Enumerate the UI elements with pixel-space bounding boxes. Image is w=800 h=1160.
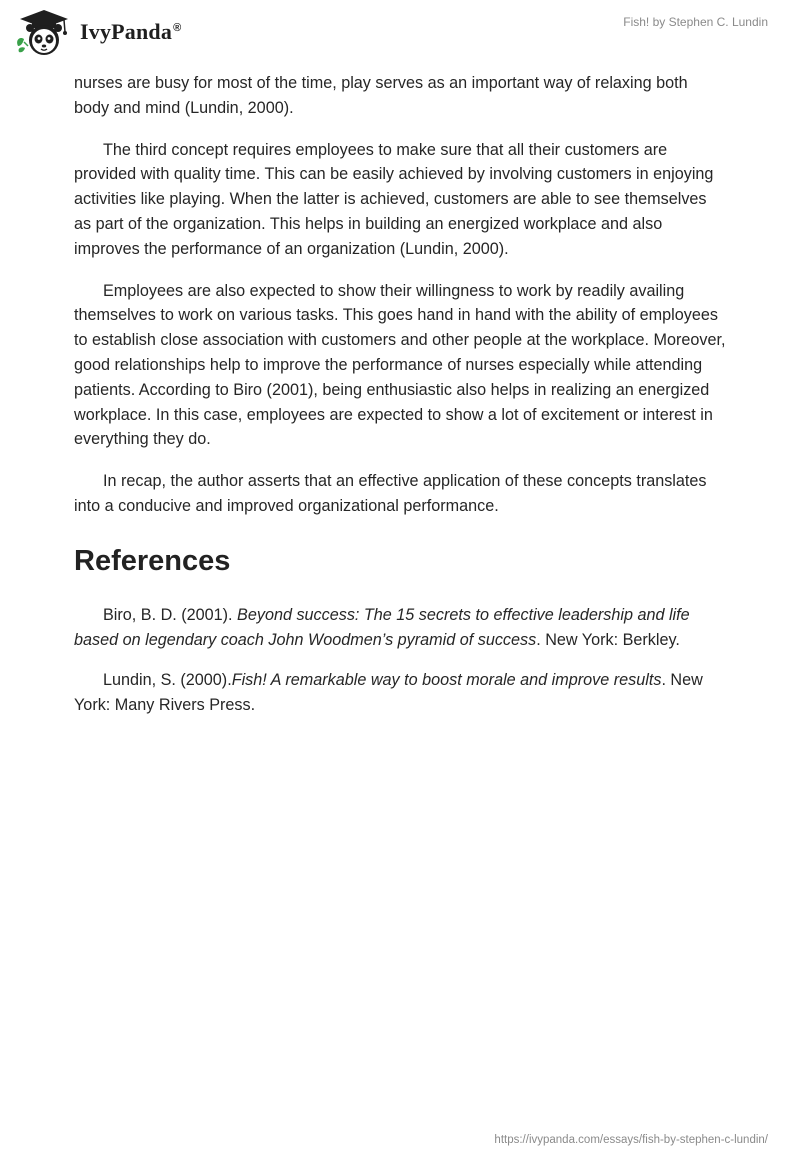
brand-name: IvyPanda® [80,19,182,44]
panda-graduation-cap-icon [14,6,74,58]
registered-mark: ® [173,21,182,34]
document-title: Fish! by Stephen C. Lundin [623,15,768,29]
reference-publisher: . New York: Many Rivers Press. [74,671,703,715]
page-header [0,0,800,62]
body-paragraph: In recap, the author asserts that an effective application of these concepts translates into a conducive and improved organizational performance. [74,472,707,515]
reference-author: Biro, B. D. (2001). [103,605,238,624]
reference-entry [74,603,726,653]
essay-content [74,71,726,734]
ivypanda-logo[interactable] [14,6,181,58]
reference-entry [74,668,726,718]
reference-author: Lundin, S. (2000). [103,671,232,690]
reference-title: Beyond success: The 15 secrets to effective leadership and life based on legendary coach John Woodmen’s pyramid of success [74,605,690,649]
source-url-link[interactable]: https://ivypanda.com/essays/fish-by-stephen-c-lundin/ [494,1134,768,1146]
body-paragraph: nurses are busy for most of the time, play serves as an important way of relaxing both body and mind (Lundin, 2000). [74,74,688,117]
body-paragraph: Employees are also expected to show their willingness to work by readily availing themselves to work on various tasks. This goes hand in hand with the ability of employees to establish close association with customers and other people at the workplace. Moreover, good relationships help to improve the performance of nurses especially while attending patients. According to Biro (2001), being enthusiastic also helps in realizing an energized workplace. In this case, employees are expected to show a lot of excitement or interest in everything they do. [74,281,726,449]
references-heading: References [74,544,231,577]
reference-title: Fish! A remarkable way to boost morale and improve results [231,671,662,690]
body-paragraph: The third concept requires employees to make sure that all their customers are provided with quality time. This can be easily achieved by involving customers in enjoying activities like playing. When the latter is achieved, customers are able to see themselves as part of the organization. This helps in building an energized workplace and also improves the performance of an organization (Lundin, 2000). [74,140,714,258]
reference-publisher: . New York: Berkley. [536,630,680,649]
